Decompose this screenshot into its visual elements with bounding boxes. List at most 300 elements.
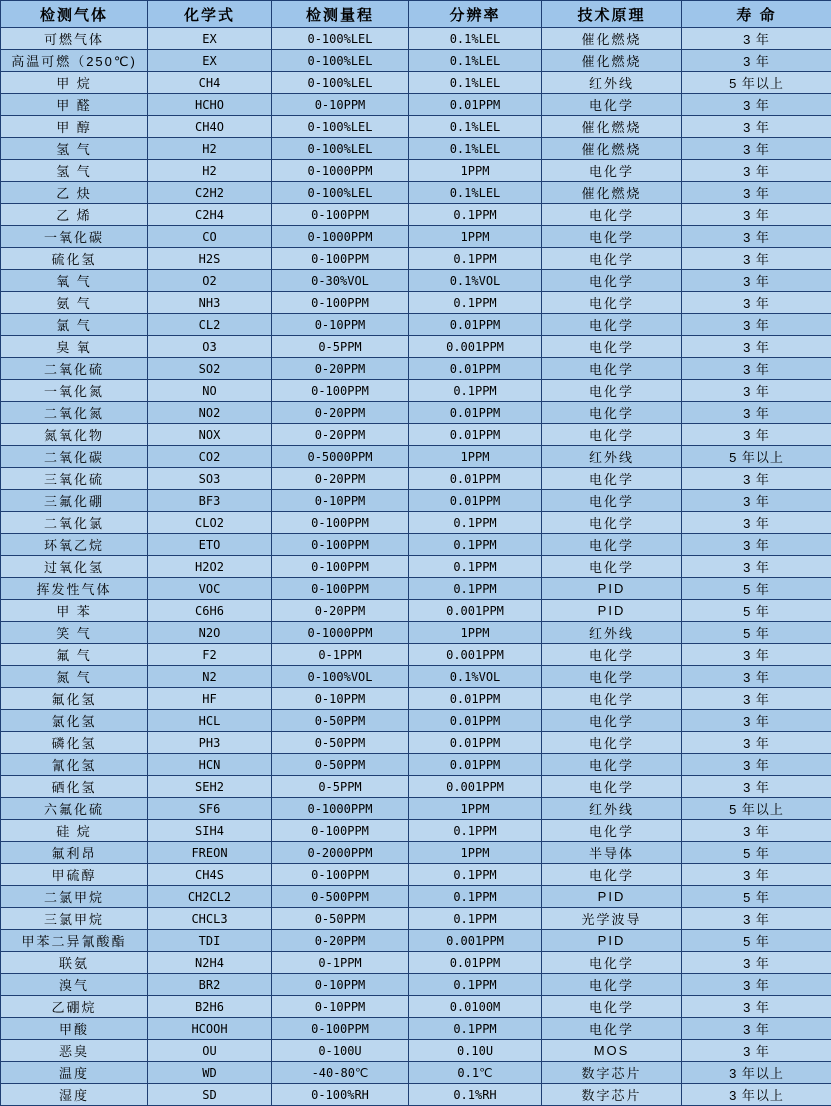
cell-lifetime: 3 年 [682,160,831,182]
table-row [1,996,831,1018]
cell-lifetime: 3 年 [682,358,831,380]
cell-principle: 光学波导 [542,908,682,930]
cell-range: 0-500PPM [272,886,409,908]
cell-range: 0-1PPM [272,644,409,666]
cell-lifetime: 5 年以上 [682,72,831,94]
cell-gas: 硒化氢 [1,776,148,798]
cell-resolution: 0.01PPM [409,358,542,380]
cell-lifetime: 3 年 [682,710,831,732]
table-row [1,94,831,116]
cell-range: 0-20PPM [272,930,409,952]
table-row [1,864,831,886]
cell-resolution: 0.1%VOL [409,666,542,688]
cell-principle: 电化学 [542,204,682,226]
cell-formula: SIH4 [148,820,272,842]
cell-gas: 溴气 [1,974,148,996]
cell-gas: 笑 气 [1,622,148,644]
cell-range: 0-5000PPM [272,446,409,468]
cell-resolution: 0.01PPM [409,468,542,490]
cell-principle: 电化学 [542,248,682,270]
cell-range: 0-10PPM [272,94,409,116]
cell-formula: NO [148,380,272,402]
table-row [1,798,831,820]
cell-gas: 恶臭 [1,1040,148,1062]
cell-formula: PH3 [148,732,272,754]
cell-resolution: 0.01PPM [409,710,542,732]
cell-range: 0-20PPM [272,600,409,622]
cell-formula: SD [148,1084,272,1106]
cell-resolution: 0.001PPM [409,776,542,798]
cell-lifetime: 3 年 [682,732,831,754]
cell-lifetime: 3 年 [682,380,831,402]
cell-range: 0-5PPM [272,776,409,798]
cell-lifetime: 3 年 [682,402,831,424]
cell-principle: 催化燃烧 [542,138,682,160]
cell-lifetime: 3 年 [682,248,831,270]
cell-formula: CH2CL2 [148,886,272,908]
cell-resolution: 1PPM [409,798,542,820]
cell-gas: 氟 气 [1,644,148,666]
cell-principle: 电化学 [542,864,682,886]
cell-gas: 甲酸 [1,1018,148,1040]
column-header-lifetime: 寿 命 [682,1,831,28]
table-row [1,1062,831,1084]
cell-range: 0-20PPM [272,468,409,490]
cell-range: 0-1000PPM [272,798,409,820]
cell-resolution: 0.001PPM [409,644,542,666]
cell-range: 0-50PPM [272,754,409,776]
cell-resolution: 0.1%LEL [409,116,542,138]
cell-formula: NOX [148,424,272,446]
cell-resolution: 0.01PPM [409,952,542,974]
cell-resolution: 0.1%RH [409,1084,542,1106]
cell-principle: 电化学 [542,974,682,996]
cell-gas: 磷化氢 [1,732,148,754]
table-row [1,644,831,666]
cell-principle: 电化学 [542,666,682,688]
cell-resolution: 0.1PPM [409,512,542,534]
cell-principle: 电化学 [542,1018,682,1040]
table-row [1,512,831,534]
cell-lifetime: 3 年 [682,974,831,996]
cell-formula: B2H6 [148,996,272,1018]
cell-lifetime: 3 年 [682,952,831,974]
cell-principle: 电化学 [542,534,682,556]
cell-principle: PID [542,578,682,600]
table-row [1,754,831,776]
cell-principle: 电化学 [542,952,682,974]
cell-gas: 硫化氢 [1,248,148,270]
table-row [1,688,831,710]
cell-principle: 电化学 [542,490,682,512]
table-row [1,952,831,974]
cell-gas: 温度 [1,1062,148,1084]
cell-range: -40-80℃ [272,1062,409,1084]
cell-resolution: 0.01PPM [409,94,542,116]
cell-range: 0-100PPM [272,864,409,886]
cell-gas: 三氧化硫 [1,468,148,490]
cell-principle: 数字芯片 [542,1084,682,1106]
cell-lifetime: 3 年 [682,864,831,886]
cell-gas: 氧 气 [1,270,148,292]
cell-resolution: 0.1PPM [409,974,542,996]
cell-gas: 二氧化氮 [1,402,148,424]
table-row [1,974,831,996]
cell-range: 0-100U [272,1040,409,1062]
cell-formula: FREON [148,842,272,864]
table-row [1,72,831,94]
cell-principle: PID [542,886,682,908]
cell-formula: CH4S [148,864,272,886]
table-row [1,1040,831,1062]
cell-resolution: 0.001PPM [409,600,542,622]
cell-principle: 电化学 [542,710,682,732]
table-row [1,908,831,930]
cell-gas: 一氧化氮 [1,380,148,402]
cell-gas: 挥发性气体 [1,578,148,600]
table-row [1,490,831,512]
cell-range: 0-10PPM [272,974,409,996]
cell-formula: SO3 [148,468,272,490]
cell-gas: 乙 烯 [1,204,148,226]
cell-formula: NH3 [148,292,272,314]
cell-gas: 甲 醛 [1,94,148,116]
cell-range: 0-100PPM [272,534,409,556]
cell-range: 0-10PPM [272,996,409,1018]
cell-lifetime: 3 年 [682,490,831,512]
cell-lifetime: 3 年 [682,556,831,578]
cell-principle: 电化学 [542,754,682,776]
cell-range: 0-50PPM [272,710,409,732]
cell-lifetime: 3 年 [682,908,831,930]
cell-formula: TDI [148,930,272,952]
cell-resolution: 0.1PPM [409,292,542,314]
table-row [1,204,831,226]
cell-gas: 氟利昂 [1,842,148,864]
cell-resolution: 0.01PPM [409,402,542,424]
table-row [1,468,831,490]
cell-resolution: 0.1PPM [409,820,542,842]
cell-principle: 电化学 [542,424,682,446]
cell-formula: WD [148,1062,272,1084]
table-row [1,182,831,204]
cell-resolution: 0.1PPM [409,248,542,270]
cell-principle: 电化学 [542,644,682,666]
column-header-gas: 检测气体 [1,1,148,28]
cell-range: 0-50PPM [272,908,409,930]
cell-range: 0-50PPM [272,732,409,754]
cell-principle: 电化学 [542,314,682,336]
cell-lifetime: 3 年 [682,28,831,50]
cell-range: 0-100PPM [272,292,409,314]
table-row [1,600,831,622]
cell-lifetime: 5 年 [682,578,831,600]
cell-formula: N2H4 [148,952,272,974]
cell-formula: CL2 [148,314,272,336]
cell-resolution: 0.1PPM [409,864,542,886]
cell-lifetime: 3 年 [682,534,831,556]
cell-gas: 氢 气 [1,160,148,182]
cell-lifetime: 3 年 [682,512,831,534]
cell-formula: N2 [148,666,272,688]
cell-formula: C2H2 [148,182,272,204]
cell-principle: 电化学 [542,336,682,358]
cell-resolution: 0.001PPM [409,336,542,358]
cell-range: 0-10PPM [272,490,409,512]
cell-gas: 高温可燃（250℃) [1,50,148,72]
cell-range: 0-100%VOL [272,666,409,688]
cell-gas: 氮 气 [1,666,148,688]
table-row [1,28,831,50]
table-row [1,270,831,292]
cell-lifetime: 5 年 [682,842,831,864]
cell-gas: 二氧化碳 [1,446,148,468]
cell-range: 0-20PPM [272,424,409,446]
cell-formula: H2O2 [148,556,272,578]
cell-formula: CHCL3 [148,908,272,930]
cell-formula: BF3 [148,490,272,512]
cell-lifetime: 3 年 [682,1018,831,1040]
cell-formula: HF [148,688,272,710]
cell-gas: 氯 气 [1,314,148,336]
cell-gas: 二氧化硫 [1,358,148,380]
cell-formula: H2S [148,248,272,270]
cell-resolution: 0.1PPM [409,380,542,402]
cell-principle: 催化燃烧 [542,116,682,138]
cell-gas: 湿度 [1,1084,148,1106]
cell-gas: 氯化氢 [1,710,148,732]
cell-gas: 三氯甲烷 [1,908,148,930]
cell-principle: 电化学 [542,160,682,182]
cell-lifetime: 3 年 [682,688,831,710]
cell-range: 0-100PPM [272,1018,409,1040]
cell-formula: HCN [148,754,272,776]
cell-principle: 催化燃烧 [542,182,682,204]
cell-gas: 一氧化碳 [1,226,148,248]
cell-gas: 氢 气 [1,138,148,160]
table-row [1,402,831,424]
cell-resolution: 0.1PPM [409,1018,542,1040]
table-row [1,666,831,688]
cell-range: 0-1PPM [272,952,409,974]
column-header-formula: 化学式 [148,1,272,28]
table-row [1,842,831,864]
cell-principle: 红外线 [542,446,682,468]
cell-gas: 硅 烷 [1,820,148,842]
cell-principle: 电化学 [542,820,682,842]
cell-lifetime: 3 年 [682,1040,831,1062]
table-row [1,446,831,468]
cell-resolution: 0.01PPM [409,314,542,336]
cell-lifetime: 3 年 [682,754,831,776]
cell-resolution: 0.1PPM [409,908,542,930]
table-header [1,1,831,28]
cell-lifetime: 3 年 [682,644,831,666]
cell-resolution: 1PPM [409,446,542,468]
cell-principle: 电化学 [542,270,682,292]
cell-range: 0-100PPM [272,578,409,600]
cell-formula: CO [148,226,272,248]
cell-gas: 甲硫醇 [1,864,148,886]
cell-resolution: 0.1PPM [409,886,542,908]
table-row [1,380,831,402]
cell-principle: 电化学 [542,732,682,754]
cell-resolution: 0.01PPM [409,688,542,710]
cell-lifetime: 3 年 [682,94,831,116]
cell-range: 0-100PPM [272,820,409,842]
cell-formula: HCHO [148,94,272,116]
cell-gas: 可燃气体 [1,28,148,50]
cell-formula: SEH2 [148,776,272,798]
cell-formula: O3 [148,336,272,358]
cell-resolution: 0.1PPM [409,204,542,226]
table-row [1,622,831,644]
cell-formula: NO2 [148,402,272,424]
cell-resolution: 0.1%LEL [409,72,542,94]
cell-gas: 氰化氢 [1,754,148,776]
cell-lifetime: 3 年 [682,424,831,446]
cell-range: 0-100PPM [272,512,409,534]
cell-formula: CH4 [148,72,272,94]
table-row [1,138,831,160]
cell-lifetime: 3 年 [682,820,831,842]
cell-gas: 三氟化硼 [1,490,148,512]
cell-resolution: 0.1%LEL [409,50,542,72]
cell-range: 0-10PPM [272,688,409,710]
cell-formula: C6H6 [148,600,272,622]
cell-principle: 电化学 [542,688,682,710]
cell-range: 0-100PPM [272,556,409,578]
cell-lifetime: 3 年 [682,314,831,336]
cell-lifetime: 5 年 [682,600,831,622]
cell-formula: OU [148,1040,272,1062]
cell-formula: C2H4 [148,204,272,226]
cell-principle: 红外线 [542,622,682,644]
cell-gas: 氨 气 [1,292,148,314]
cell-range: 0-100%LEL [272,182,409,204]
cell-resolution: 0.1PPM [409,556,542,578]
cell-lifetime: 5 年 [682,886,831,908]
cell-range: 0-100%LEL [272,50,409,72]
cell-formula: CH4O [148,116,272,138]
cell-principle: 数字芯片 [542,1062,682,1084]
cell-principle: 电化学 [542,358,682,380]
cell-principle: PID [542,930,682,952]
cell-principle: 电化学 [542,556,682,578]
cell-lifetime: 3 年 [682,270,831,292]
table-row [1,556,831,578]
cell-gas: 氟化氢 [1,688,148,710]
table-row [1,50,831,72]
cell-range: 0-20PPM [272,358,409,380]
cell-gas: 二氯甲烷 [1,886,148,908]
cell-lifetime: 3 年 [682,138,831,160]
cell-range: 0-1000PPM [272,160,409,182]
cell-lifetime: 3 年 [682,204,831,226]
table-row [1,820,831,842]
cell-resolution: 0.10U [409,1040,542,1062]
table-body [1,28,831,1106]
cell-range: 0-100%LEL [272,116,409,138]
cell-principle: 电化学 [542,380,682,402]
cell-range: 0-100%LEL [272,72,409,94]
cell-lifetime: 5 年以上 [682,798,831,820]
cell-lifetime: 3 年 [682,292,831,314]
cell-formula: CO2 [148,446,272,468]
table-row [1,732,831,754]
cell-principle: 红外线 [542,72,682,94]
cell-formula: O2 [148,270,272,292]
cell-resolution: 0.1%VOL [409,270,542,292]
cell-formula: H2 [148,160,272,182]
table-row [1,1018,831,1040]
cell-range: 0-100%RH [272,1084,409,1106]
cell-range: 0-10PPM [272,314,409,336]
cell-formula: N2O [148,622,272,644]
cell-formula: SF6 [148,798,272,820]
cell-range: 0-20PPM [272,402,409,424]
cell-formula: EX [148,28,272,50]
table-row [1,1084,831,1106]
cell-gas: 甲苯二异氰酸酯 [1,930,148,952]
cell-range: 0-5PPM [272,336,409,358]
cell-lifetime: 3 年以上 [682,1084,831,1106]
cell-lifetime: 3 年 [682,226,831,248]
cell-principle: 红外线 [542,798,682,820]
cell-lifetime: 3 年 [682,666,831,688]
cell-range: 0-100PPM [272,248,409,270]
cell-resolution: 0.01PPM [409,754,542,776]
cell-lifetime: 3 年 [682,182,831,204]
cell-principle: 催化燃烧 [542,50,682,72]
cell-gas: 二氧化氯 [1,512,148,534]
cell-formula: H2 [148,138,272,160]
column-header-principle: 技术原理 [542,1,682,28]
cell-range: 0-30%VOL [272,270,409,292]
cell-lifetime: 5 年 [682,622,831,644]
cell-principle: 电化学 [542,292,682,314]
table-row [1,534,831,556]
table-row [1,248,831,270]
cell-resolution: 1PPM [409,160,542,182]
cell-resolution: 1PPM [409,622,542,644]
table-row [1,930,831,952]
cell-resolution: 1PPM [409,842,542,864]
cell-principle: 电化学 [542,94,682,116]
cell-principle: PID [542,600,682,622]
cell-gas: 联氨 [1,952,148,974]
cell-resolution: 0.1℃ [409,1062,542,1084]
table-row [1,424,831,446]
cell-gas: 臭 氧 [1,336,148,358]
cell-lifetime: 3 年 [682,468,831,490]
cell-range: 0-100PPM [272,380,409,402]
cell-resolution: 0.1PPM [409,578,542,600]
cell-formula: EX [148,50,272,72]
cell-principle: 电化学 [542,226,682,248]
cell-resolution: 0.1%LEL [409,182,542,204]
table-row [1,292,831,314]
cell-gas: 乙 炔 [1,182,148,204]
table-row [1,358,831,380]
table-row [1,226,831,248]
cell-principle: 催化燃烧 [542,28,682,50]
column-header-range: 检测量程 [272,1,409,28]
cell-formula: ETO [148,534,272,556]
cell-lifetime: 3 年 [682,996,831,1018]
cell-resolution: 0.0100M [409,996,542,1018]
column-header-resolution: 分辨率 [409,1,542,28]
